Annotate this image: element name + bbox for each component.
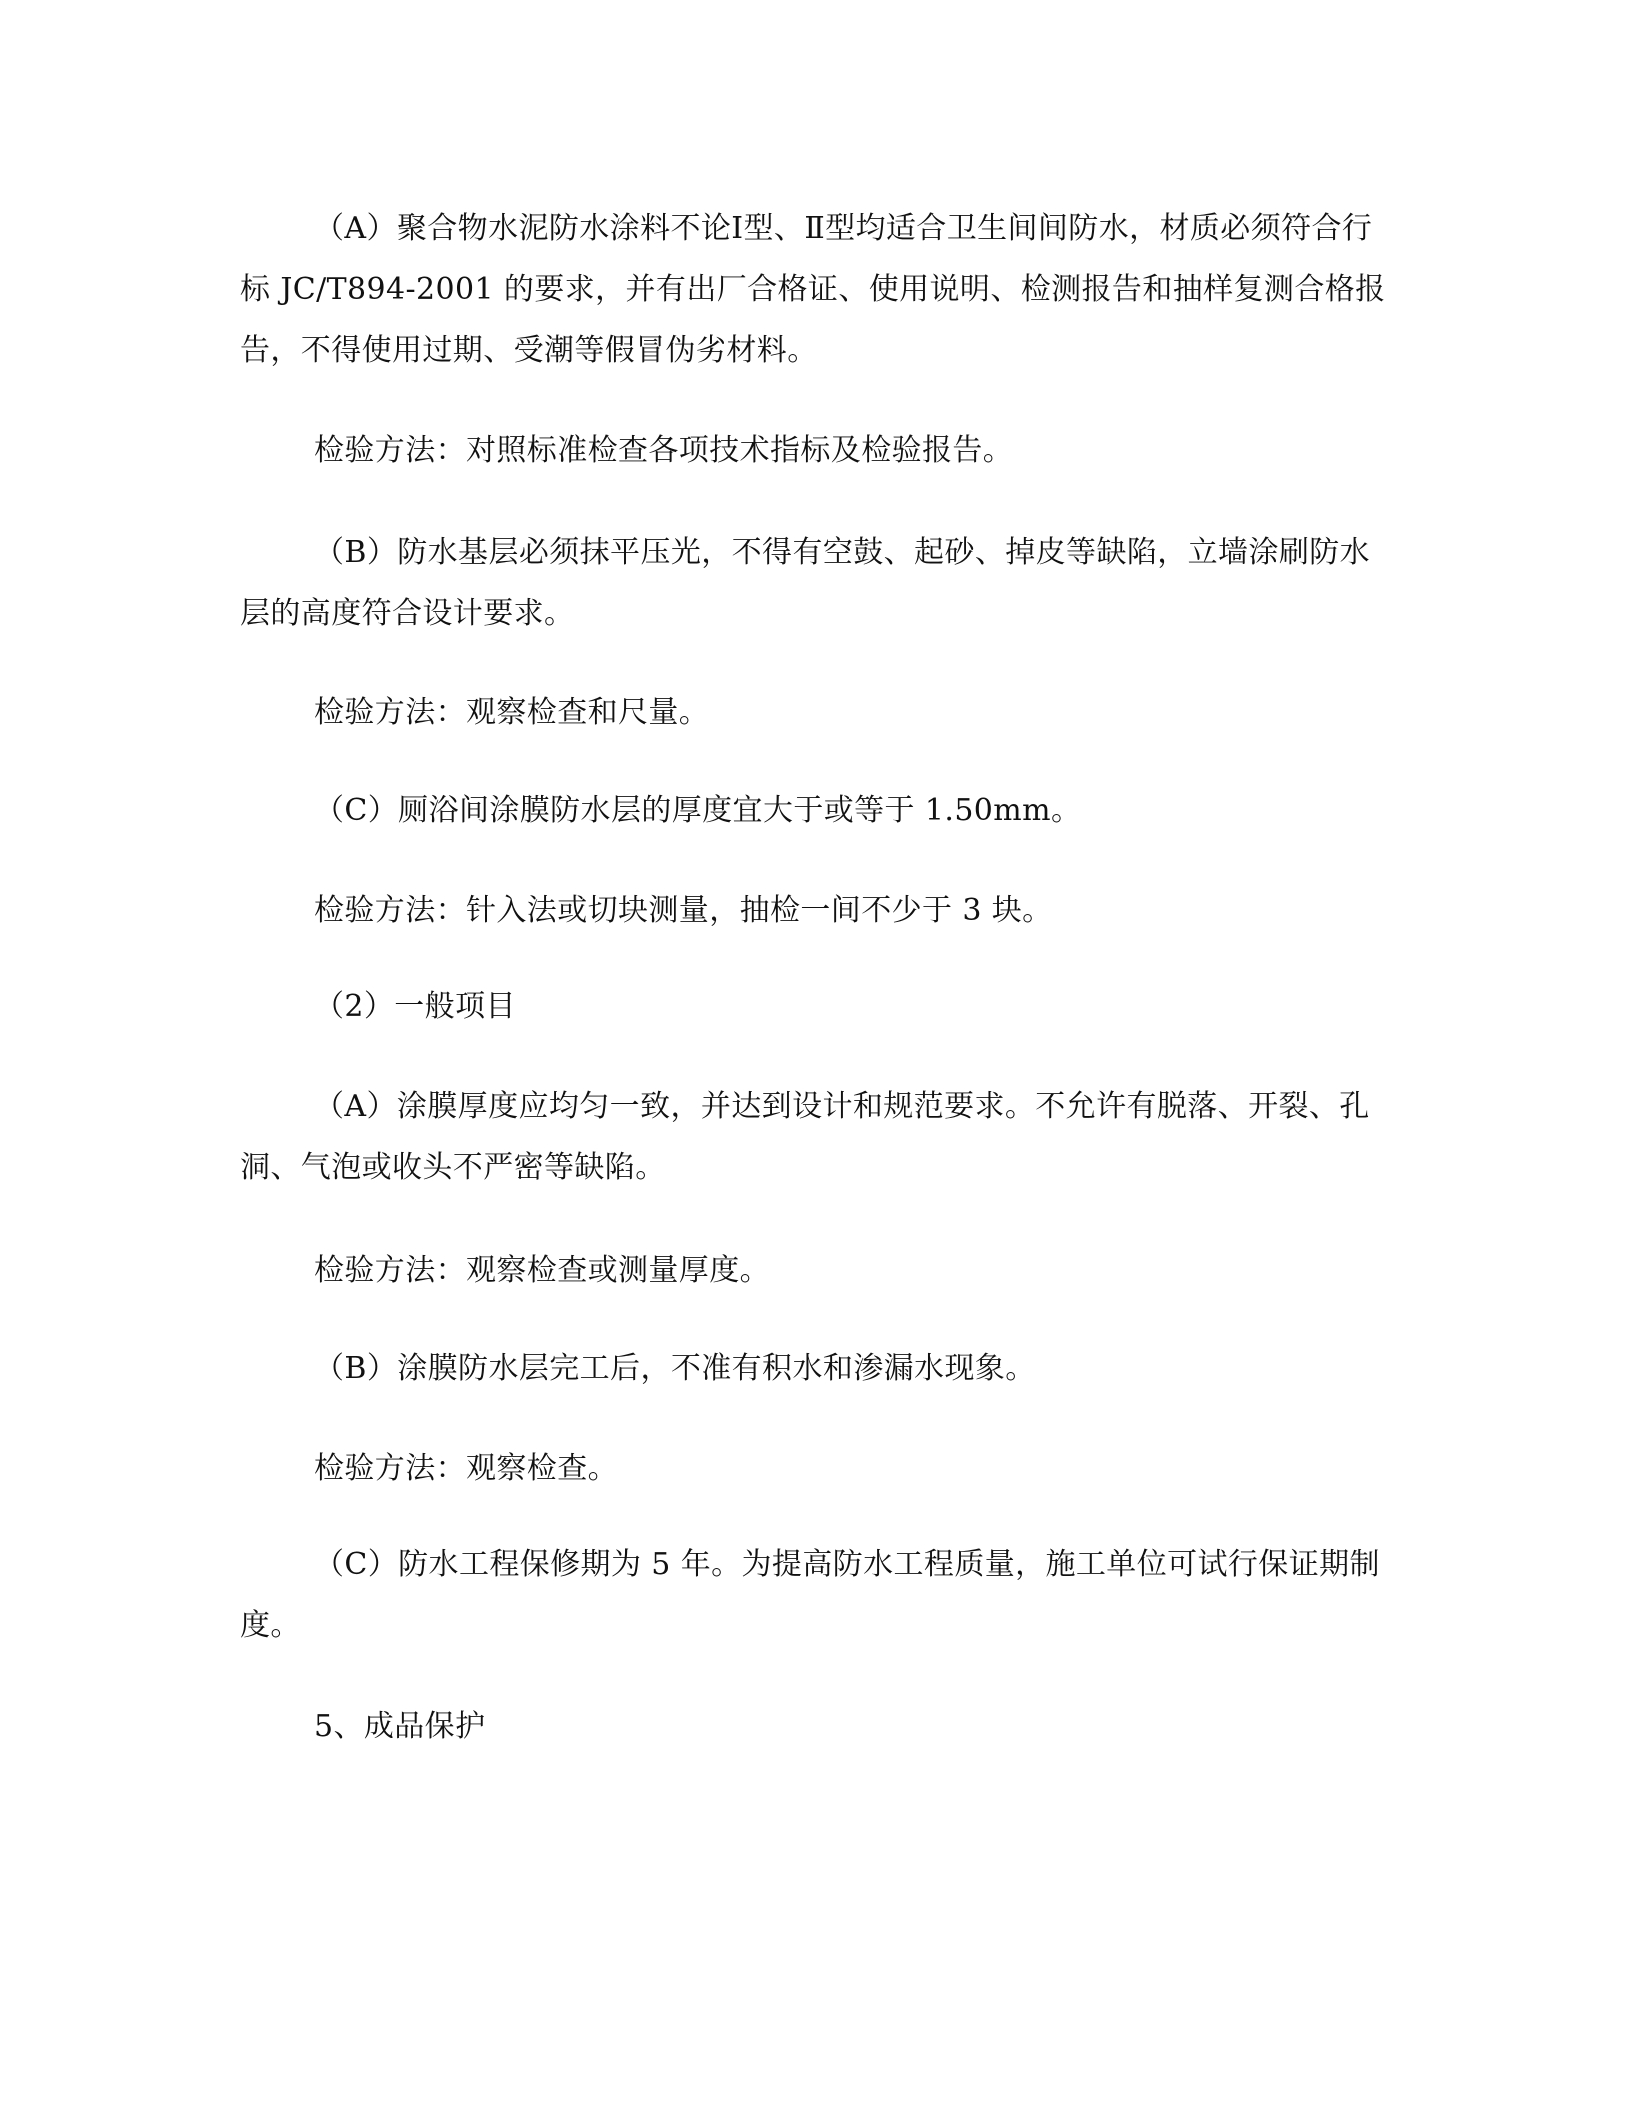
paragraph-general-items-heading: （2）一般项目 [314,989,516,1024]
paragraph-base-layer: （B）防水基层必须抹平压光，不得有空鼓、起砂、掉皮等缺陷，立墙涂刷防水层的高度符合设计要求。 [240,535,1371,631]
paragraph-product-protection-heading: 5、成品保护 [314,1709,486,1744]
paragraph-inspection-method-1: 检验方法：对照标准检查各项技术指标及检验报告。 [314,433,1014,468]
paragraph-no-leakage: （B）涂膜防水层完工后，不准有积水和渗漏水现象。 [314,1351,1036,1386]
paragraph-inspection-method-3: 检验方法：针入法或切块测量，抽检一间不少于 3 块。 [314,893,1053,928]
paragraph-warranty: （C）防水工程保修期为 5 年。为提高防水工程质量，施工单位可试行保证期制度。 [240,1547,1380,1643]
paragraph-inspection-method-2: 检验方法：观察检查和尺量。 [314,695,710,730]
paragraph-uniform-thickness: （A）涂膜厚度应均匀一致，并达到设计和规范要求。不允许有脱落、开裂、孔洞、气泡或收头不严密等缺陷。 [240,1089,1370,1185]
paragraph-inspection-method-4: 检验方法：观察检查或测量厚度。 [314,1253,770,1288]
paragraph-inspection-method-5: 检验方法：观察检查。 [314,1451,618,1486]
paragraph-coating-thickness: （C）厕浴间涂膜防水层的厚度宜大于或等于 1.50mm。 [314,793,1082,828]
paragraph-material-requirement: （A）聚合物水泥防水涂料不论Ⅰ型、Ⅱ型均适合卫生间间防水，材质必须符合行标 JC/T894-2001 的要求，并有出厂合格证、使用说明、检测报告和抽样复测合格报告，不得使用过期、受潮等假冒伪劣材料。 [240,211,1386,368]
